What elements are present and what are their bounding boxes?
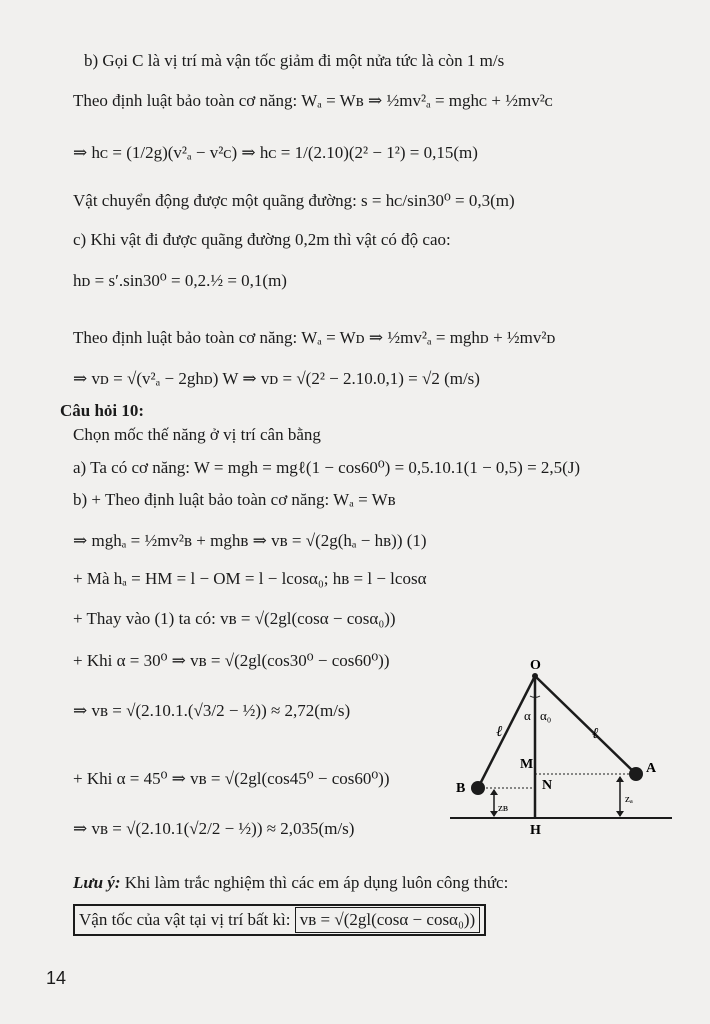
text-line: Chọn mốc thế năng ở vị trí cân bằng [73, 425, 321, 444]
text-line: Theo định luật bảo toàn cơ năng: Wₐ = Wʙ ⇒ ½mv²ₐ = mghᴄ + ½mv²ᴄ [73, 91, 553, 110]
label-za: zₐ [625, 793, 633, 805]
text-line: Vật chuyển động được một quãng đường: s = hᴄ/sin30⁰ = 0,3(m) [73, 191, 515, 210]
label-m: M [520, 757, 534, 772]
label-a: A [646, 761, 657, 776]
string-a [535, 676, 636, 774]
text-line: + Khi α = 30⁰ ⇒ vʙ = √(2gl(cos30⁰ − cos60⁰)) [73, 651, 390, 670]
label-h: H [530, 823, 541, 838]
note-text: Khi làm trắc nghiệm thì các em áp dụng luôn công thức: [124, 873, 509, 892]
text-line: + Mà hₐ = HM = l − OM = l − lcosα₀; hʙ = l − lcosα [73, 569, 427, 588]
text-line: b) Gọi C là vị trí mà vận tốc giảm đi một nửa tức là còn 1 m/s [84, 51, 505, 70]
text-line: ⇒ vᴅ = √(v²ₐ − 2ghᴅ) W ⇒ vᴅ = √(2² − 2.10.0,1) = √2 (m/s) [73, 369, 480, 388]
label-zb: zʙ [498, 802, 509, 814]
boxed-row [73, 904, 486, 936]
text-line: a) Ta có cơ năng: W = mgh = mgℓ(1 − cos60⁰) = 0,5.10.1(1 − 0,5) = 2,5(J) [73, 458, 581, 477]
ball-a [629, 767, 643, 781]
boxed-line [73, 904, 486, 936]
boxed-caption: Vận tốc của vật tại vị trí bất kì: [79, 910, 291, 929]
label-alpha0: α₀ [540, 708, 552, 723]
section-heading: Câu hỏi 10: [60, 401, 145, 420]
text-line: ⇒ vʙ = √(2.10.1(√2/2 − ½)) ≈ 2,035(m/s) [73, 819, 355, 838]
ball-b [471, 781, 485, 795]
label-l-right: ℓ [592, 726, 599, 742]
note-line [73, 872, 508, 894]
label-n: N [542, 778, 553, 793]
text-line: Theo định luật bảo toàn cơ năng: Wₐ = Wᴅ ⇒ ½mv²ₐ = mghᴅ + ½mv²ᴅ [73, 328, 556, 347]
label-b: B [456, 781, 466, 796]
boxed-formula: vʙ = √(2gl(cosα − cosα₀)) [295, 907, 480, 933]
text-line: ⇒ hᴄ = (1/2g)(v²ₐ − v²ᴄ) ⇒ hᴄ = 1/(2.10)(2² − 1²) = 0,15(m) [73, 143, 478, 162]
label-l-left: ℓ [496, 724, 503, 740]
label-alpha: α [524, 708, 531, 723]
page-number: 14 [46, 968, 67, 988]
text-line: hᴅ = s′.sin30⁰ = 0,2.½ = 0,1(m) [73, 271, 287, 290]
pendulum-figure [450, 656, 680, 846]
text-line: b) + Theo định luật bảo toàn cơ năng: Wₐ = Wʙ [73, 490, 396, 509]
text-line: c) Khi vật đi được quãng đường 0,2m thì vật có độ cao: [73, 230, 451, 249]
text-line: ⇒ vʙ = √(2.10.1.(√3/2 − ½)) ≈ 2,72(m/s) [73, 701, 351, 720]
text-line: + Khi α = 45⁰ ⇒ vʙ = √(2gl(cos45⁰ − cos60⁰)) [73, 769, 390, 788]
note-label: Lưu ý: [73, 873, 121, 892]
text-line: ⇒ mghₐ = ½mv²ʙ + mghʙ ⇒ vʙ = √(2g(hₐ − hʙ)) (1) [73, 531, 427, 550]
text-line: + Thay vào (1) ta có: vʙ = √(2gl(cosα − cosα₀)) [73, 609, 396, 628]
label-o: O [530, 658, 541, 673]
